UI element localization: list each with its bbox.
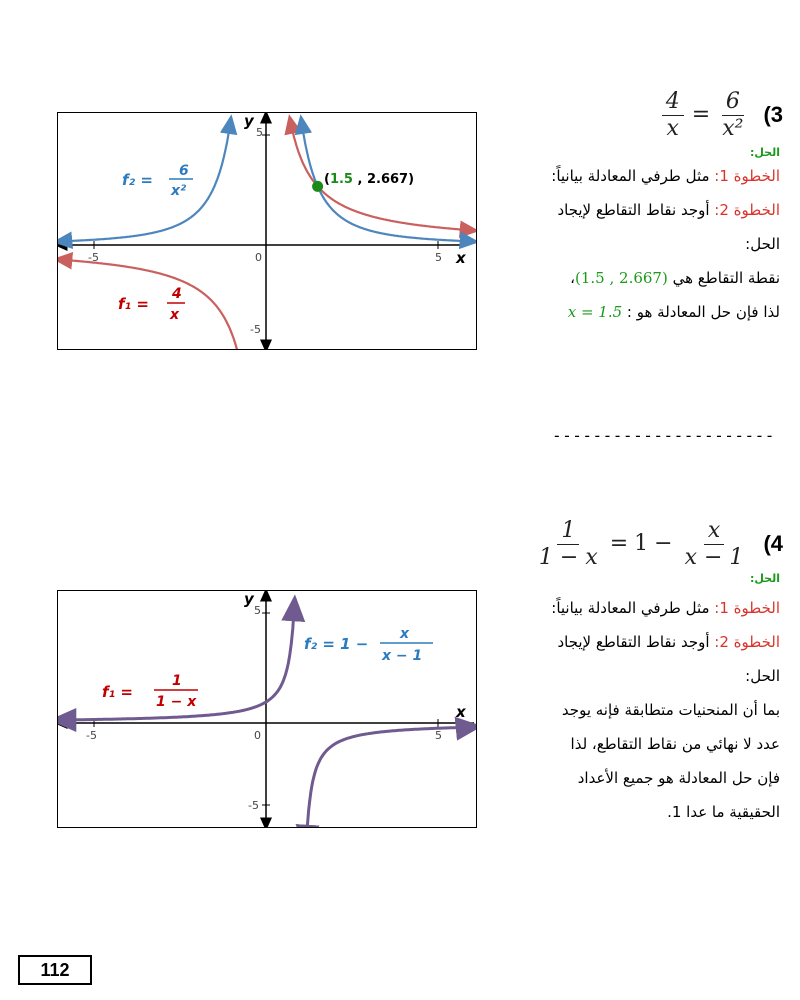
intersection-label: (1.5 , 2.667) bbox=[324, 172, 415, 187]
tick-label-y5: 5 bbox=[256, 126, 263, 139]
f2-label bbox=[122, 163, 193, 199]
problem-3-solution: الخطوة 1: مثل طرفي المعادلة بيانياً: الخطوة 2: أوجد نقاط التقاطع لإيجاد الحل: نقطة التقاطع هي (1.5 , 2.667)، لذا فإن حل المعادلة هو : x = 1.5 bbox=[551, 167, 780, 321]
step-1-label: الخطوة 1: bbox=[714, 599, 780, 617]
step-2-label: الخطوة 2: bbox=[714, 201, 780, 219]
tick-label-x-5: -5 bbox=[86, 729, 97, 742]
answer: x = 1.5 bbox=[567, 303, 623, 321]
svg-text:x: x bbox=[170, 307, 180, 323]
svg-text:6: 6 bbox=[179, 163, 189, 179]
svg-text:f₂ = 1 −: f₂ = 1 − bbox=[304, 635, 369, 653]
equation-3: $\frac{4}{x}$ = $\frac{6}{\text{x²}}$ bbox=[660, 89, 750, 141]
origin-label: 0 bbox=[254, 729, 261, 742]
svg-text:4: 4 bbox=[172, 286, 182, 302]
curve-f1-left bbox=[61, 260, 241, 349]
equation-4: $\frac{1}{1 - x}$ = 1 − $\frac{x}{x - 1}$ bbox=[538, 518, 744, 570]
x-axis-label: x bbox=[456, 703, 466, 721]
graph-problem-3 bbox=[57, 112, 477, 350]
intersection-point: (1.5 , 2.667) bbox=[575, 269, 668, 287]
f2-label bbox=[304, 626, 433, 664]
svg-text:1: 1 bbox=[172, 673, 182, 689]
solution-label: الحل: bbox=[749, 572, 780, 585]
tick-label-x5: 5 bbox=[435, 729, 442, 742]
tick-label-y-5: -5 bbox=[250, 323, 261, 336]
f1-label bbox=[102, 673, 198, 710]
y-axis-label: y bbox=[244, 113, 254, 130]
intersection-dot bbox=[312, 181, 323, 192]
graph-4-svg bbox=[58, 591, 476, 827]
svg-text:f₂ =: f₂ = bbox=[122, 171, 153, 189]
page-number: 112 bbox=[18, 955, 92, 985]
origin-label: 0 bbox=[255, 251, 262, 264]
problem-4-header bbox=[480, 515, 783, 573]
section-divider: ---------------------- bbox=[552, 426, 775, 445]
solution-label: الحل: bbox=[749, 146, 780, 159]
tick-label-x-5: -5 bbox=[88, 251, 99, 264]
svg-text:f₁ =: f₁ = bbox=[118, 295, 149, 313]
graph-problem-4 bbox=[57, 590, 477, 828]
problem-4-solution: الخطوة 1: مثل طرفي المعادلة بيانياً: الخطوة 2: أوجد نقاط التقاطع لإيجاد الحل: بما أن المنحنيات متطابقة فإنه يوجد عدد لا نهائي من نقاط التقاطع، لذا فإن حل المعادلة هو جميع الأعداد الحقيقية ما عدا 1. bbox=[551, 599, 780, 821]
svg-text:1 − x: 1 − x bbox=[156, 694, 197, 710]
step-2-label: الخطوة 2: bbox=[714, 633, 780, 651]
svg-text:x²: x² bbox=[171, 183, 187, 199]
f1-label bbox=[118, 286, 185, 323]
svg-text:x: x bbox=[400, 626, 410, 642]
y-axis-label: y bbox=[244, 591, 254, 608]
problem-number: (3 bbox=[763, 102, 783, 127]
problem-3-header bbox=[608, 90, 783, 140]
tick-label-x5: 5 bbox=[435, 251, 442, 264]
svg-text:f₁ =: f₁ = bbox=[102, 683, 133, 701]
step-1-label: الخطوة 1: bbox=[714, 167, 780, 185]
svg-text:x − 1: x − 1 bbox=[382, 648, 423, 664]
tick-label-y5: 5 bbox=[254, 604, 261, 617]
curve-identical-right bbox=[307, 727, 471, 827]
x-axis-label: x bbox=[456, 249, 466, 267]
problem-number: (4 bbox=[763, 531, 783, 556]
tick-label-y-5: -5 bbox=[248, 799, 259, 812]
graph-3-svg bbox=[58, 113, 476, 349]
